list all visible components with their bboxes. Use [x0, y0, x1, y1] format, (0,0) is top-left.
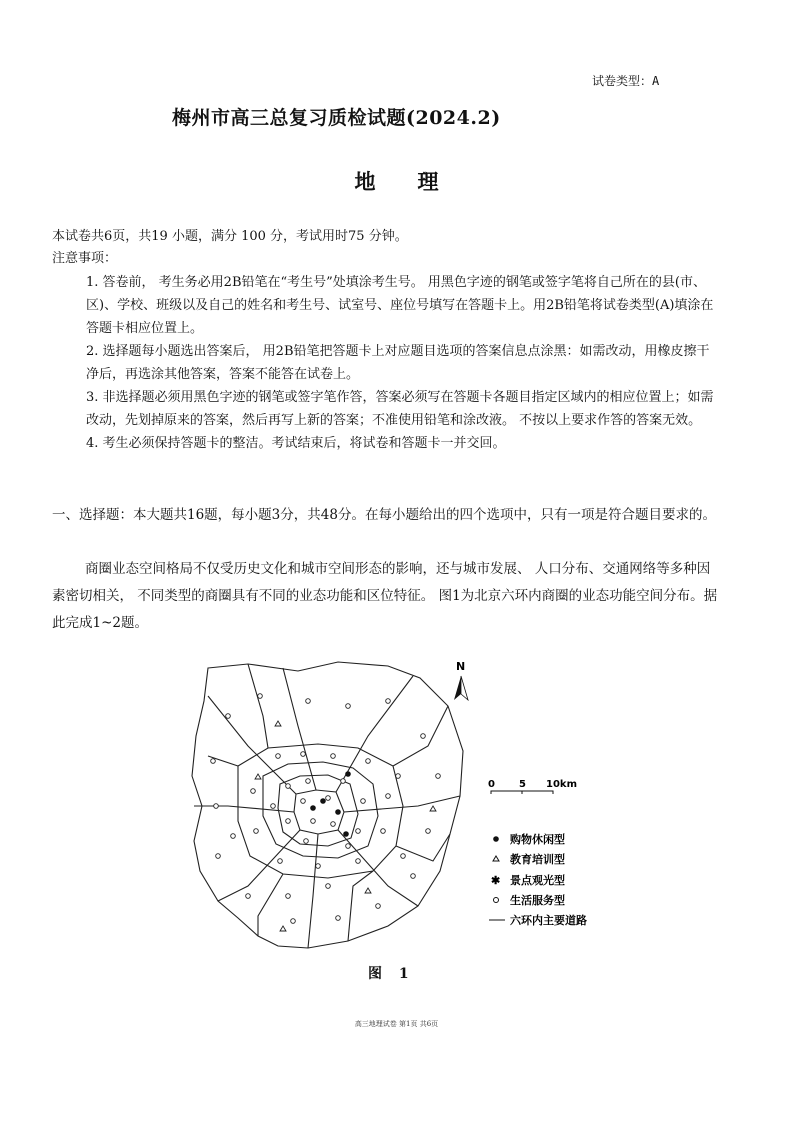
notice-item-3: 3. 非选择题必须用黑色字迹的钢笔或签字笔作答，答案必须写在答题卡各题目指定区域内的相应位置上；如需改动，先划掉原来的答案，然后再写上新的答案；不准使用铅笔和涂改液。 不按以上要求作答的答案无效。: [86, 390, 714, 428]
beijing-commercial-map: [188, 656, 618, 961]
legend-shopping-icon: [493, 836, 499, 842]
scale-10km: 10km: [546, 779, 577, 790]
legend-education-label: 教育培训型: [510, 853, 565, 866]
legend-scenic-icon: ✱: [491, 874, 501, 887]
legend-education-icon: [493, 856, 499, 861]
legend-service-label: 生活服务型: [510, 894, 565, 907]
notice-list: [86, 271, 718, 455]
notice-item-1: 1. 答卷前， 考生务必用2B铅笔在“考生号”处填涂考生号。 用黑色字迹的钢笔或签字笔将自己所在的县(市、 区)、学校、班级以及自己的姓名和考生号、试室号、座位号填写在答题卡上。用2B铅笔将试卷类型(A)填涂在答题卡相应位置上。: [86, 275, 714, 336]
legend-service-icon: [494, 898, 499, 903]
north-arrow-icon: [454, 660, 468, 700]
exam-title: 梅州市高三总复习质检试题(2024.2): [172, 107, 501, 129]
scale-0: 0: [488, 779, 495, 790]
subject-title: 地理: [354, 169, 481, 194]
paper-type-label: 试卷类型：A: [592, 74, 660, 88]
legend-scenic-label: 景点观光型: [510, 874, 565, 887]
notice-item-4: 4. 考生必须保持答题卡的整洁。考试结束后，将试卷和答题卡一并交回。: [86, 436, 506, 451]
notice-heading: 注意事项：: [52, 251, 118, 266]
legend-road-label: 六环内主要道路: [510, 914, 587, 927]
exam-intro: 本试卷共6页，共19 小题，满分 100 分，考试用时75 分钟。: [52, 229, 408, 244]
question-stem: 商圈业态空间格局不仅受历史文化和城市空间形态的影响，还与城市发展、 人口分布、交通网络等多种因素密切相关， 不同类型的商圈具有不同的业态功能和区位特征。 图1为北京六环内商圈的业态功能空间分布。据此完成1~2题。: [52, 561, 718, 631]
map-legend: [489, 832, 587, 927]
scale-5: 5: [519, 779, 526, 790]
figure-caption: 图 1: [368, 966, 415, 982]
notice-item-2: 2. 选择题每小题选出答案后， 用2B铅笔把答题卡上对应题目选项的答案信息点涂黑：如需改动，用橡皮擦干净后，再选涂其他答案，答案不能答在试卷上。: [86, 344, 710, 382]
north-label: N: [456, 660, 466, 673]
scale-bar: [488, 779, 577, 794]
section-heading: 一、选择题：本大题共16题，每小题3分，共48分。在每小题给出的四个选项中，只有一项是符合题目要求的。: [52, 507, 716, 523]
fourth-ring: [263, 762, 378, 858]
page-footer: 高三地理试卷 第1页 共6页: [354, 1020, 439, 1028]
legend-shopping-label: 购物休闲型: [510, 833, 565, 846]
